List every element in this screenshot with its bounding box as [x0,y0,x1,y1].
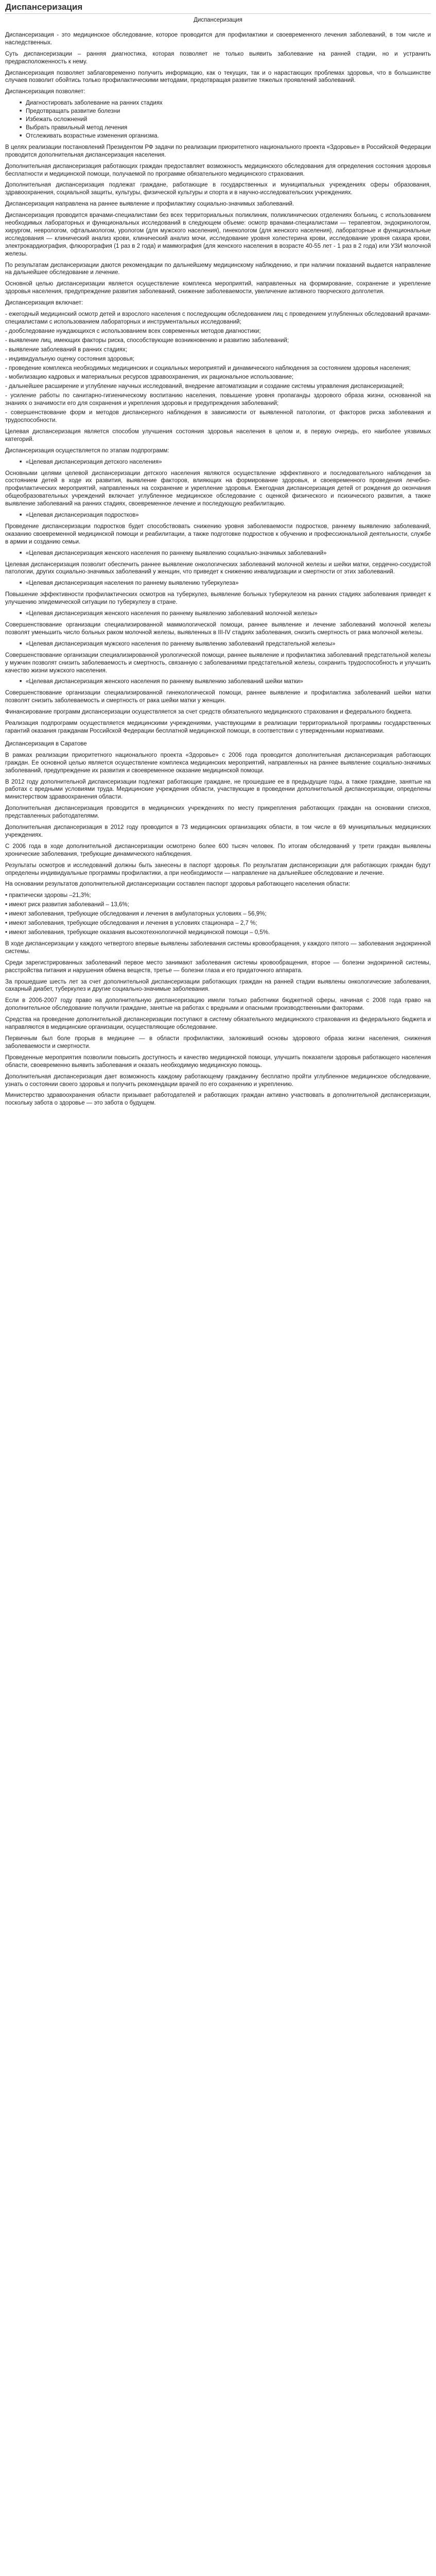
paragraph: • имеют заболевания, требующие обследования и лечения в условиях стационара – 2,7 %; [5,920,257,927]
bullet-list [5,610,431,618]
bullet-list [5,99,431,140]
paragraph: Диспансеризация осуществляется по этапам подпрограмм: [5,447,169,454]
paragraph: Основной целью диспансеризации является осуществление комплекса мероприятий, направленных на формирование, сохранение и укрепление здоровья населения, предупреждение развития заболеваний, снижение заболеваемости, увеличение активного творческого долголетия. [5,281,431,295]
paragraph: Министерство здравоохранения области призывает работодателей и работающих граждан активно участвовать в дополнительной диспансеризации, поскольку забота о здоровье — это забота о будущем. [5,1092,431,1107]
bullet-item: ■ «Целевая диспансеризация женского населения по раннему выявлению заболеваний шейки матки» [26,678,431,686]
bullet-item: ■ Отслеживать возрастные изменения организма. [26,132,431,140]
paragraph: По результатам диспансеризации даются рекомендации по дальнейшему медицинскому наблюдению, и при наличии показаний выдается направление на дальнейшее обследование и лечение. [5,262,431,276]
paragraph: Целевая диспансеризация позволит обеспечить раннее выявление онкологических заболеваний молочной железы и шейки матки, сердечно-сосудистой патологии, других социально-значимых заболеваний у женщин, что приведет к снижению инвалидизации и смертности от этих заболеваний. [5,561,431,575]
paragraph: - проведение комплекса необходимых медицинских и социальных мероприятий и динамического наблюдения за состоянием здоровья населения; [5,365,411,371]
paragraph: Средства на проведение дополнительной диспансеризации поступают в систему обязательного медицинского страхования из федерального бюджета и направляются в медицинские организации, осуществляющие обследование. [5,1016,431,1031]
document-page [0,0,436,1115]
paragraph: Диспансеризация позволяет: [5,89,85,95]
paragraph: - дообследование нуждающихся с использованием всех современных методов диагностики; [5,328,261,334]
paragraph: В 2012 году дополнительной диспансеризации подлежат работающие граждане, не прошедшие ее в предыдущие годы, а также граждане, занятые на работах с вредными условиями труда. Медицинские учреждения области, участвующие в проведении дополнительной диспансеризации, определены министерством здравоохранения области. [5,778,431,801]
paragraph: Диспансеризация включает: [5,300,83,307]
paragraph: С 2006 года в ходе дополнительной диспансеризации осмотрено более 600 тысяч человек. По итогам обследований у трети граждан выявлены хронические заболевания, требующие динамического наблюдения. [5,843,431,857]
paragraph: В рамках реализации приоритетного национального проекта «Здоровье» с 2006 года проводится дополнительная диспансеризация работающих граждан. Ее основной целью является осуществление комплекса медицинских мероприятий, направленных на раннее выявление социально-значимых заболеваний, предупреждение их развития и своевременное оказание медицинской помощи. [5,752,431,774]
paragraph: - совершенствование форм и методов диспансерного наблюдения в зависимости от выявленной патологии, от факторов риска заболевания и трудоспособности. [5,410,431,423]
bullet-list [5,580,431,587]
page-title: Диспансеризация [5,2,83,12]
paragraph: - ежегодный медицинский осмотр детей и взрослого населения с последующим обследованием лиц с проведением углубленных обследований врачами-специалистами с использованием лабораторных и инструментальных исследований; [5,311,431,325]
article-body [5,31,431,1107]
paragraph: Совершенствование организации специализированной урологической помощи, раннее выявление и профилактика заболеваний предстательной железы у мужчин позволят снизить заболеваемость и смертность, связанную с заболеваниями предстательной железы, сохранить трудоспособность и улучшить качество жизни мужского населения. [5,652,431,674]
document-caption: Диспансеризация [194,17,242,23]
paragraph: • имеют риск развития заболеваний – 13,6%; [5,902,129,908]
paragraph: Дополнительная диспансеризация дает возможность каждому работающему гражданину бесплатно пройти углубленное медицинское обследование, узнать о состоянии своего здоровья и получить рекомендации врачей по его сохранению и укреплению. [5,1073,431,1088]
paragraph: Совершенствование организации специализированной гинекологической помощи, раннее выявление и профилактика заболеваний шейки матки позволят снизить заболеваемость и смертность от рака шейки матки у женщин. [5,690,431,704]
paragraph: Если в 2006-2007 году право на дополнительную диспансеризацию имели только работники бюджетной сферы, начиная с 2008 года право на дополнительное обследование получили граждане, занятые на работах с вредными и опасными производственными факторами. [5,997,431,1012]
paragraph: - дальнейшее расширение и углубление научных исследований, внедрение автоматизации и создание системы управления диспансеризацией; [5,383,404,390]
bullet-list [5,459,431,466]
paragraph: - мобилизацию кадровых и материальных ресурсов здравоохранения, их рациональное использование; [5,374,294,381]
paragraph: - усиление работы по санитарно-гигиеническому воспитанию населения, повышение уровня пропаганды здорового образа жизни, основанной на знаниях о значимости его для сохранения и укрепления здоровья и предупреждения заболеваний; [5,393,431,407]
paragraph: • практически здоровы –21,3%; [5,892,91,899]
paragraph: - индивидуальную оценку состояния здоровья; [5,355,134,362]
paragraph: Результаты осмотров и исследований должны быть занесены в паспорт здоровья. По результатам диспансеризации для работающих граждан будут определены индивидуальные программы профилактики, а при необходимости — направление на дальнейшее обследование и лечение. [5,862,431,876]
bullet-item: ■ «Целевая диспансеризация населения по раннему выявлению туберкулеза» [26,580,431,587]
bullet-item: ■ «Целевая диспансеризация женского населения по раннему выявлению заболеваний молочной железы» [26,610,431,618]
bullet-item: ■ Выбрать правильный метод лечения [26,124,431,132]
paragraph: Дополнительная диспансеризация работающих граждан предоставляет возможность медицинского обследования для определения состояния здоровья бесплатности и медицинской помощи, получаемой по программе обязательного медицинского страхования. [5,163,431,177]
paragraph: - выявление лиц, имеющих факторы риска, способствующие возникновению и развитию заболеваний; [5,337,289,344]
paragraph: Диспансеризация проводится врачами-специалистами без всех территориальных поликлиник, поликлинических отделениях больниц, с использованием необходимых лабораторных и функциональных исследований в следующем объеме: осмотр врачами-специалистами — терапевтом, эндокринологом, хирургом, неврологом, офтальмологом, урологом (для мужского населения), гинекологом (для женского населения), лабораторные и функциональные исследования — клинический анализ крови, клинический анализ мочи, исследование уровня холестерина крови, исследование уровня сахара крови, электрокардиография, флюорография (1 раз в 2 года) и маммография (для женского населения в возрасте 40-55 лет - 1 раз в 2 года) или УЗИ молочной железы. [5,212,431,257]
paragraph: Первичным был боле прорыв в медицине — в области профилактики, заложивший основы здорового образа жизни населения, снижения заболеваемости и смертности. [5,1035,431,1049]
bullet-list [5,512,431,519]
paragraph: Суть диспансеризации – ранняя диагностика, которая позволяет не только выявить заболевание на ранней стадии, но и устранить предрасположенность к нему. [5,50,431,65]
paragraph: За прошедшие шесть лет за счет дополнительной диспансеризации работающих граждан на ранней стадии выявлены онкологические заболевания, сахарный диабет, туберкулез и другие социально-значимые заболевания. [5,978,431,993]
paragraph: В целях реализации постановлений Президентом РФ задачи по реализации приоритетного национального проекта «Здоровье» в Российской Федерации проводится дополнительная диспансеризация населения. [5,144,431,158]
paragraph: Дополнительная диспансеризация подлежат граждане, работающие в государственных и муниципальных учреждениях сферы образования, здравоохранения, социальной защиты, культуры, физической культуры и спорта и в научно-исследовательских учреждениях. [5,182,431,196]
paragraph: Дополнительная диспансеризация проводится в медицинских учреждениях по месту прикрепления работающих граждан на основании списков, представленных работодателями. [5,805,431,820]
bullet-list [5,550,431,557]
paragraph: Финансирование программ диспансеризации осуществляется за счет средств обязательного медицинского страхования и федерального бюджета. [5,709,412,716]
bullet-item: ■ «Целевая диспансеризация подростков» [26,512,431,519]
paragraph: Проведение диспансеризации подростков будет способствовать снижению уровня заболеваемости подростков, раннему выявлению заболеваний, оказанию своевременной медицинской помощи и реабилитации, а также подготовке подростков к обучению и профессиональной деятельности, службе в армии и созданию семьи. [5,523,431,545]
bullet-list [5,640,431,648]
section-heading: Диспансеризация в Саратове [5,740,87,747]
paragraph: Дополнительная диспансеризация в 2012 году проводится в 73 медицинских организациях области, в том числе в 69 муниципальных медицинских учреждениях. [5,824,431,838]
paragraph: Совершенствование организации специализированной маммологической помощи, раннее выявление и лечение заболеваний молочной железы позволят уменьшить число больных раком молочной железы, выявленных в III-IV стадиях заболевания, снизить смертность от рака молочной железы. [5,622,431,636]
bullet-list [5,678,431,686]
bullet-item: ■ «Целевая диспансеризация женского населения по раннему выявлению социально-значимых заболеваний» [26,550,431,557]
paragraph: Повышение эффективности профилактических осмотров на туберкулез, выявление больных туберкулезом на ранних стадиях заболевания приведет к улучшению эпидемической ситуации по туберкулезу в стране. [5,591,431,606]
paragraph: Среди зарегистрированных заболеваний первое место занимают заболевания системы кровообращения, второе — болезни эндокринной системы, расстройства питания и нарушения обмена веществ, третье — болезни глаза и его придаточного аппарата. [5,959,431,974]
bullet-item: ■ Диагностировать заболевание на ранних стадиях [26,99,431,107]
paragraph: Основными целями целевой диспансеризации детского населения являются осуществление эффективного и последовательного наблюдения за состоянием детей в ходе их развития, выявление факторов, влияющих на формирование здоровья, и своевременного проведения лечебно-профилактических мероприятий, направленных на сохранение и укрепление здоровья. Ежегодная диспансеризация детей от рождения до окончания общеобразовательных учреждений включает углубленное медицинское обследование с оценкой физического и психического развития, а также выявление заболеваний на ранних стадиях, своевременное лечение и последующую реабилитацию. [5,470,431,507]
bullet-item: ■ «Целевая диспансеризация детского населения» [26,459,431,466]
paragraph: Целевая диспансеризация является способом улучшения состояния здоровья населения в целом и, в первую очередь, его наиболее уязвимых категорий. [5,428,431,443]
title-divider [5,13,431,14]
bullet-item: ■ Предотвращать развитие болезни [26,108,431,115]
paragraph: Реализация подпрограмм осуществляется медицинскими учреждениями, участвующими в реализации территориальной программы государственных гарантий оказания гражданам Российской Федерации бесплатной медицинской помощи, в соответствии с утвержденными нормативами. [5,720,431,734]
paragraph: Диспансеризация направлена на раннее выявление и профилактику социально-значимых заболеваний. [5,201,294,208]
paragraph: • имеют заболевания, требующие обследования и лечения в амбулаторных условиях – 56,9%; [5,911,267,918]
paragraph: На основании результатов дополнительной диспансеризации составлен паспорт здоровья работающего населения области: [5,881,351,888]
paragraph: Диспансеризация позволяет заблаговременно получить информацию, как о текущих, так и о нарастающих проблемах здоровья, что в большинстве случаев позволит обойтись только профилактическими методами, предотвращая развитие тяжелых проявлений заболеваний. [5,70,431,84]
paragraph: - выявление заболеваний в ранних стадиях; [5,346,127,353]
paragraph: Диспансеризация - это медицинское обследование, которое проводится для профилактики и своевременного лечения заболеваний, в том числе и наследственных. [5,31,431,46]
bullet-item: ■ «Целевая диспансеризация мужского населения по раннему выявлению заболеваний предстательной железы» [26,640,431,648]
paragraph: В ходе диспансеризации у каждого четвертого впервые выявлены заболевания системы кровообращения, у каждого пятого — заболевания эндокринной системы. [5,940,431,955]
paragraph: Проведенные мероприятия позволили повысить доступность и качество медицинской помощи, улучшить показатели здоровья работающего населения области, своевременно выявить заболевания и оказать необходимую медицинскую помощь. [5,1054,431,1069]
paragraph: • имеют заболевания, требующие оказания высокотехнологичной медицинской помощи – 0,5%. [5,929,270,936]
bullet-item: ■ Избежать осложнений [26,116,431,124]
